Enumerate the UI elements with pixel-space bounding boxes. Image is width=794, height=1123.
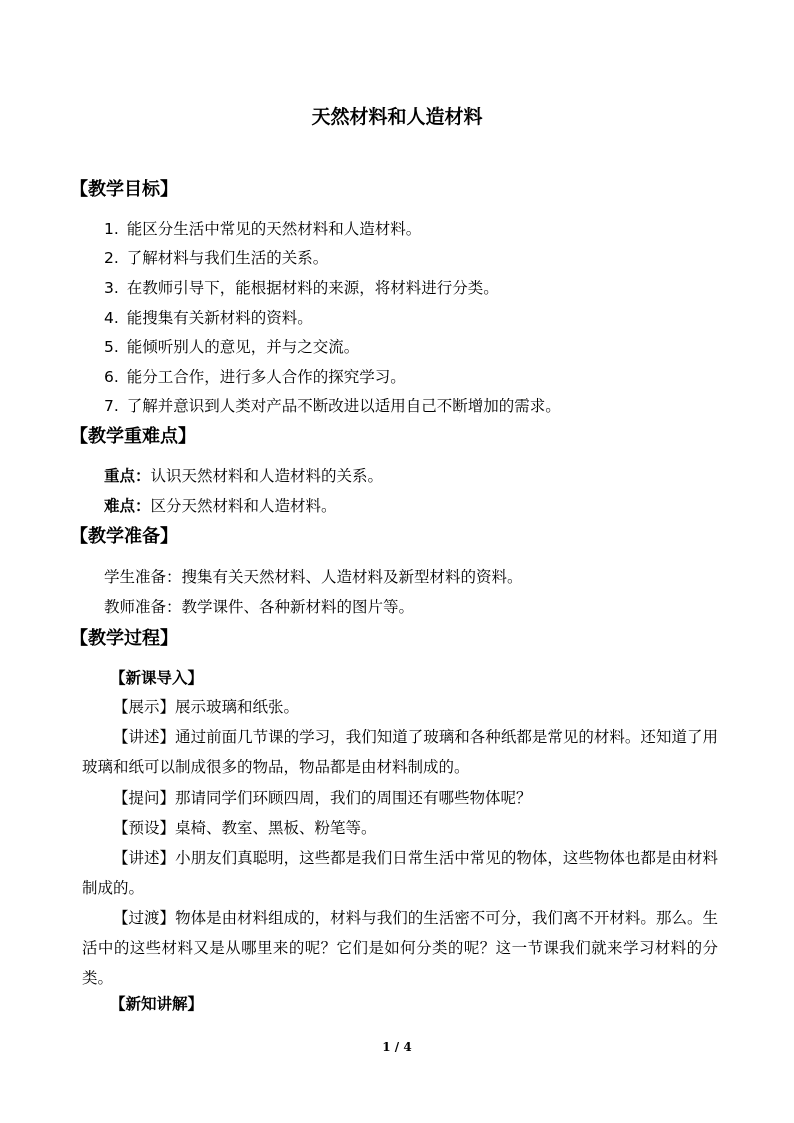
objective-number: 6. [104,368,119,386]
objective-number: 1. [104,220,119,238]
objective-number: 7. [104,397,119,415]
objective-text: 在教师引导下，能根据材料的来源，将材料进行分类。 [126,279,499,297]
difficulty-label: 难点： [104,497,151,515]
paragraph-text: 通过前面几节课的学习，我们知道了玻璃和各种纸都是常见的材料。还知道了用玻璃和纸可以制成很多的物品，物品都是由材料制成的。 [82,728,718,776]
paragraph-text: 小朋友们真聪明，这些都是我们日常生活中常见的物体，这些物体也都是由材料制成的。 [82,849,718,897]
objective-item [104,307,313,329]
difficulty-text: 区分天然材料和人造材料。 [150,497,337,515]
paragraph-tag: 【讲述】 [113,849,176,867]
section-heading-preparation: 【教学准备】 [70,526,178,547]
page-number: 1 / 4 [382,1040,412,1054]
paragraph-text: 物体是由材料组成的，材料与我们的生活密不可分，我们离不开材料。那么。生活中的这些材料又是从哪里来的呢？它们是如何分类的呢？这一节课我们就来学习材料的分类。 [82,909,718,987]
paragraph-tag: 【讲述】 [113,728,176,746]
objective-number: 2. [104,249,119,267]
objective-text: 能分工合作，进行多人合作的探究学习。 [126,368,406,386]
objective-number: 3. [104,279,119,297]
objective-number: 4. [104,309,119,327]
student-preparation: 学生准备：搜集有关天然材料、人造材料及新型材料的资料。 [104,568,523,586]
objective-text: 能倾听别人的意见，并与之交流。 [126,338,360,356]
paragraph-tag: 【预设】 [113,819,176,837]
focus-label: 重点： [104,467,151,485]
section-heading-process: 【教学过程】 [70,628,178,649]
new-knowledge-heading: 【新知讲解】 [110,995,204,1013]
paragraph-text: 桌椅、教室、黑板、粉笔等。 [175,819,377,837]
paragraph-text: 展示玻璃和纸张。 [175,698,300,716]
process-paragraph [82,692,718,722]
objective-item [104,366,406,388]
paragraph-tag: 【提问】 [113,789,176,807]
paragraph-tag: 【过渡】 [113,909,176,927]
paragraph-tag: 【展示】 [113,698,176,716]
intro-heading: 【新课导入】 [110,669,204,687]
focus-text: 认识天然材料和人造材料的关系。 [150,467,384,485]
objective-text: 了解并意识到人类对产品不断改进以适用自己不断增加的需求。 [126,397,561,415]
objective-item [104,395,561,417]
process-paragraph [82,813,718,843]
objective-item [104,247,328,269]
process-paragraph [82,843,718,903]
objective-item [104,218,421,240]
page-title: 天然材料和人造材料 [311,106,483,128]
focus-line [104,465,383,487]
section-heading-key-points: 【教学重难点】 [70,426,196,447]
process-paragraph [82,903,718,993]
objective-text: 能区分生活中常见的天然材料和人造材料。 [126,220,422,238]
objective-item [104,336,359,358]
objective-item [104,277,499,299]
paragraph-text: 那请同学们环顾四周，我们的周围还有哪些物体呢？ [175,789,532,807]
objective-text: 能搜集有关新材料的资料。 [126,309,313,327]
process-paragraph [82,722,718,782]
teacher-preparation: 教师准备：教学课件、各种新材料的图片等。 [104,598,415,616]
objective-text: 了解材料与我们生活的关系。 [126,249,329,267]
process-paragraph [82,783,718,813]
objective-number: 5. [104,338,119,356]
difficulty-line [104,495,337,517]
section-heading-objectives: 【教学目标】 [70,179,178,200]
